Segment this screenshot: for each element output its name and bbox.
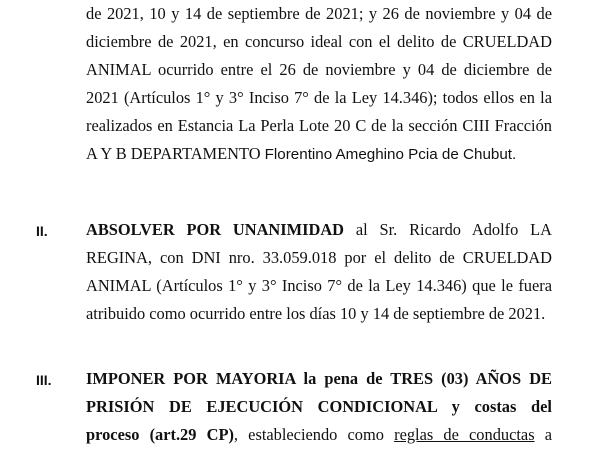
section-III-line-3: [86, 425, 552, 445]
section-III-line-3-underline: reglas de conductas: [394, 425, 535, 444]
section-III-line-2-text: PRISIÓN DE EJECUCIÓN CONDICIONAL y costas del: [86, 397, 552, 416]
paragraph-1-line-4: 2021 (Artículos 1° y 3° Inciso 7° de la Ley 14.346); todos ellos en la: [86, 88, 552, 107]
paragraph-1-line-5: realizados en Estancia La Perla Lote 20 C de la sección CIII Fracción: [86, 116, 552, 135]
section-II-numeral: II.: [36, 223, 48, 239]
paragraph-1-line-2: diciembre de 2021, en concurso ideal con el delito de CRUELDAD: [86, 32, 552, 51]
section-III-line-1-text: IMPONER POR MAYORIA la pena de TRES (03) AÑOS DE: [86, 369, 552, 388]
section-III-line-3-mid: , estableciendo como: [233, 425, 395, 444]
section-III-line-3-bold: proceso (art.29 CP): [86, 425, 234, 444]
paragraph-1-line-1: de 2021, 10 y 14 de septiembre de 2021; y 26 de noviembre y 04 de: [86, 4, 552, 23]
section-II-line-2: REGINA, con DNI nro. 33.059.018 por el delito de CRUELDAD: [86, 248, 552, 267]
section-II-line-1: [86, 220, 552, 240]
section-III-line-2: [86, 397, 552, 417]
section-II-line-3: ANIMAL (Artículos 1° y 3° Inciso 7° de la Ley 14.346) que le fuera: [86, 276, 552, 295]
section-II-line-4: atribuido como ocurrido entre los días 10 y 14 de septiembre de 2021.: [86, 304, 546, 323]
section-III-line-3-end: a: [534, 425, 553, 444]
section-III-numeral: III.: [36, 372, 52, 388]
section-II-line-1-rest: al Sr. Ricardo Adolfo LA: [344, 220, 553, 239]
paragraph-1-line-6: [86, 144, 552, 165]
paragraph-1-line-6-part-a: A Y B DEPARTAMENTO: [86, 144, 265, 163]
section-II-verdict: ABSOLVER POR UNANIMIDAD: [86, 220, 345, 239]
section-III-line-1: [86, 369, 552, 389]
paragraph-1-line-6-part-b: Florentino Ameghino Pcia de Chubut.: [264, 146, 517, 163]
paragraph-1-line-3: ANIMAL ocurrido entre el 26 de noviembre y 04 de diciembre de: [86, 60, 552, 79]
